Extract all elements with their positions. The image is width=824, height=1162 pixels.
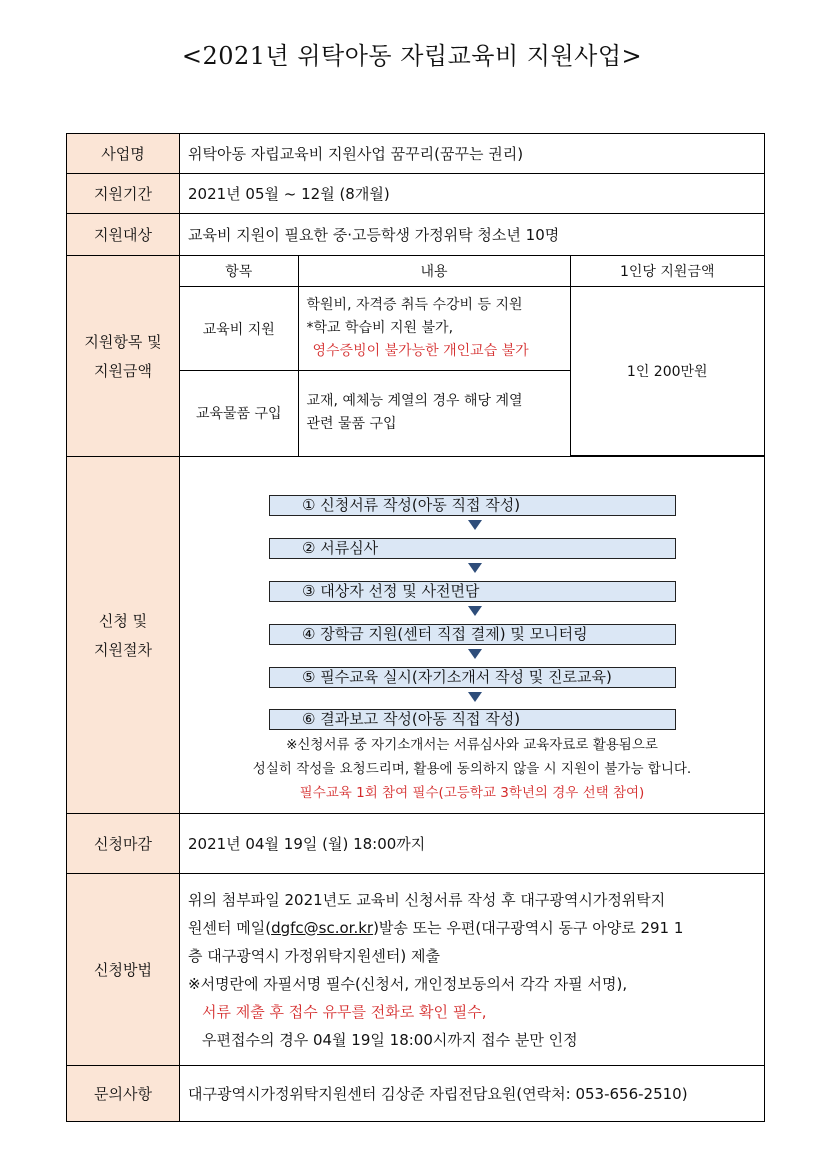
method-line1: 위의 첨부파일 2021년도 교육비 신청서류 작성 후 대구광역시가정위탁지 (188, 890, 666, 909)
row-procedure (67, 457, 765, 814)
label-target: 지원대상 (67, 214, 180, 256)
method-line4: ※서명란에 자필서명 필수(신청서, 개인정보동의서 각각 자필 서명), (188, 974, 628, 993)
label-period: 지원기간 (67, 174, 180, 214)
items-row-tuition (180, 286, 764, 371)
method-line3: 층 대구광역시 가정위탁지원센터) 제출 (188, 946, 440, 965)
procedure-step-6: ⑥ 결과보고 작성(아동 직접 작성) (269, 709, 676, 730)
label-deadline: 신청마감 (67, 814, 180, 874)
items-header-row (180, 256, 764, 286)
header-amount: 1인당 지원금액 (570, 256, 764, 286)
row-method (67, 874, 765, 1066)
method-line2 (188, 914, 754, 942)
method-line2-post: )발송 또는 우편(대구광역시 동구 아양로 291 1 (373, 918, 684, 937)
amount-value: 1인 200만원 (570, 286, 764, 455)
method-line6: 우편접수의 경우 04월 19일 18:00시까지 접수 분만 인정 (202, 1030, 578, 1049)
down-arrow-icon (468, 563, 482, 573)
row-deadline (67, 814, 765, 874)
label-items-line2: 지원금액 (94, 362, 152, 380)
supplies-name: 교육물품 구입 (180, 371, 298, 456)
supplies-line2: 관련 물품 구입 (306, 416, 397, 433)
header-content: 내용 (298, 256, 570, 286)
procedure-note-1: ※신청서류 중 자기소개서는 서류심사와 교육자료로 활용됨으로 (286, 737, 658, 753)
supplies-content (298, 371, 570, 456)
down-arrow-icon (468, 520, 482, 530)
procedure-step-1: ① 신청서류 작성(아동 직접 작성) (269, 495, 676, 516)
tuition-content (298, 286, 570, 371)
procedure-step-3: ③ 대상자 선정 및 사전면담 (269, 581, 676, 602)
header-item: 항목 (180, 256, 298, 286)
row-items (67, 256, 765, 457)
method-line2-pre: 원센터 메일( (188, 918, 272, 937)
tuition-line2: *학교 학습비 지원 불가, (306, 320, 454, 337)
down-arrow-icon (468, 606, 482, 616)
row-target (67, 214, 765, 256)
procedure-step-4: ④ 장학금 지원(센터 직접 결제) 및 모니터링 (269, 624, 676, 645)
row-period (67, 174, 765, 214)
procedure-note-3: 필수교육 1회 참여 필수(고등학교 3학년의 경우 선택 참여) (299, 785, 645, 801)
value-period: 2021년 05월 ~ 12월 (8개월) (180, 174, 765, 214)
label-method: 신청방법 (67, 874, 180, 1066)
row-contact (67, 1066, 765, 1122)
document-title: <2021년 위탁아동 자립교육비 지원사업> (181, 42, 643, 70)
tuition-line1: 학원비, 자격증 취득 수강비 등 지원 (306, 297, 523, 314)
label-procedure-line2: 지원절차 (94, 641, 152, 659)
procedure-step-5: ⑤ 필수교육 실시(자기소개서 작성 및 진로교육) (269, 667, 676, 688)
items-cell (180, 256, 765, 457)
label-procedure-line1: 신청 및 (98, 612, 148, 630)
procedure-flow (180, 457, 764, 813)
email-link[interactable]: dgfc@sc.or.kr (271, 918, 374, 937)
down-arrow-icon (468, 649, 482, 659)
value-method (180, 874, 765, 1066)
value-target: 교육비 지원이 필요한 중·고등학생 가정위탁 청소년 10명 (180, 214, 765, 256)
label-contact: 문의사항 (67, 1066, 180, 1122)
label-procedure (67, 457, 180, 814)
procedure-cell (180, 457, 765, 814)
tuition-name: 교육비 지원 (180, 286, 298, 371)
value-deadline: 2021년 04월 19일 (월) 18:00까지 (180, 814, 765, 874)
procedure-note-2: 성실히 작성을 요청드리며, 활용에 동의하지 않을 시 지원이 불가능 합니다. (252, 761, 692, 777)
value-contact: 대구광역시가정위탁지원센터 김상준 자립전담요원(연락처: 053-656-2510) (180, 1066, 765, 1122)
tuition-line3: 영수증빙이 불가능한 개인교습 불가 (312, 343, 529, 360)
info-table (66, 133, 765, 1122)
items-subtable (180, 256, 764, 456)
down-arrow-icon (468, 692, 482, 702)
label-business-name: 사업명 (67, 134, 180, 174)
supplies-line1: 교재, 예체능 계열의 경우 해당 계열 (306, 393, 523, 410)
value-business-name: 위탁아동 자립교육비 지원사업 꿈꾸리(꿈꾸는 권리) (180, 134, 765, 174)
row-business-name (67, 134, 765, 174)
procedure-step-2: ② 서류심사 (269, 538, 676, 559)
label-items (67, 256, 180, 457)
label-items-line1: 지원항목 및 (84, 333, 162, 351)
method-line5: 서류 제출 후 접수 유무를 전화로 확인 필수, (202, 1002, 487, 1021)
